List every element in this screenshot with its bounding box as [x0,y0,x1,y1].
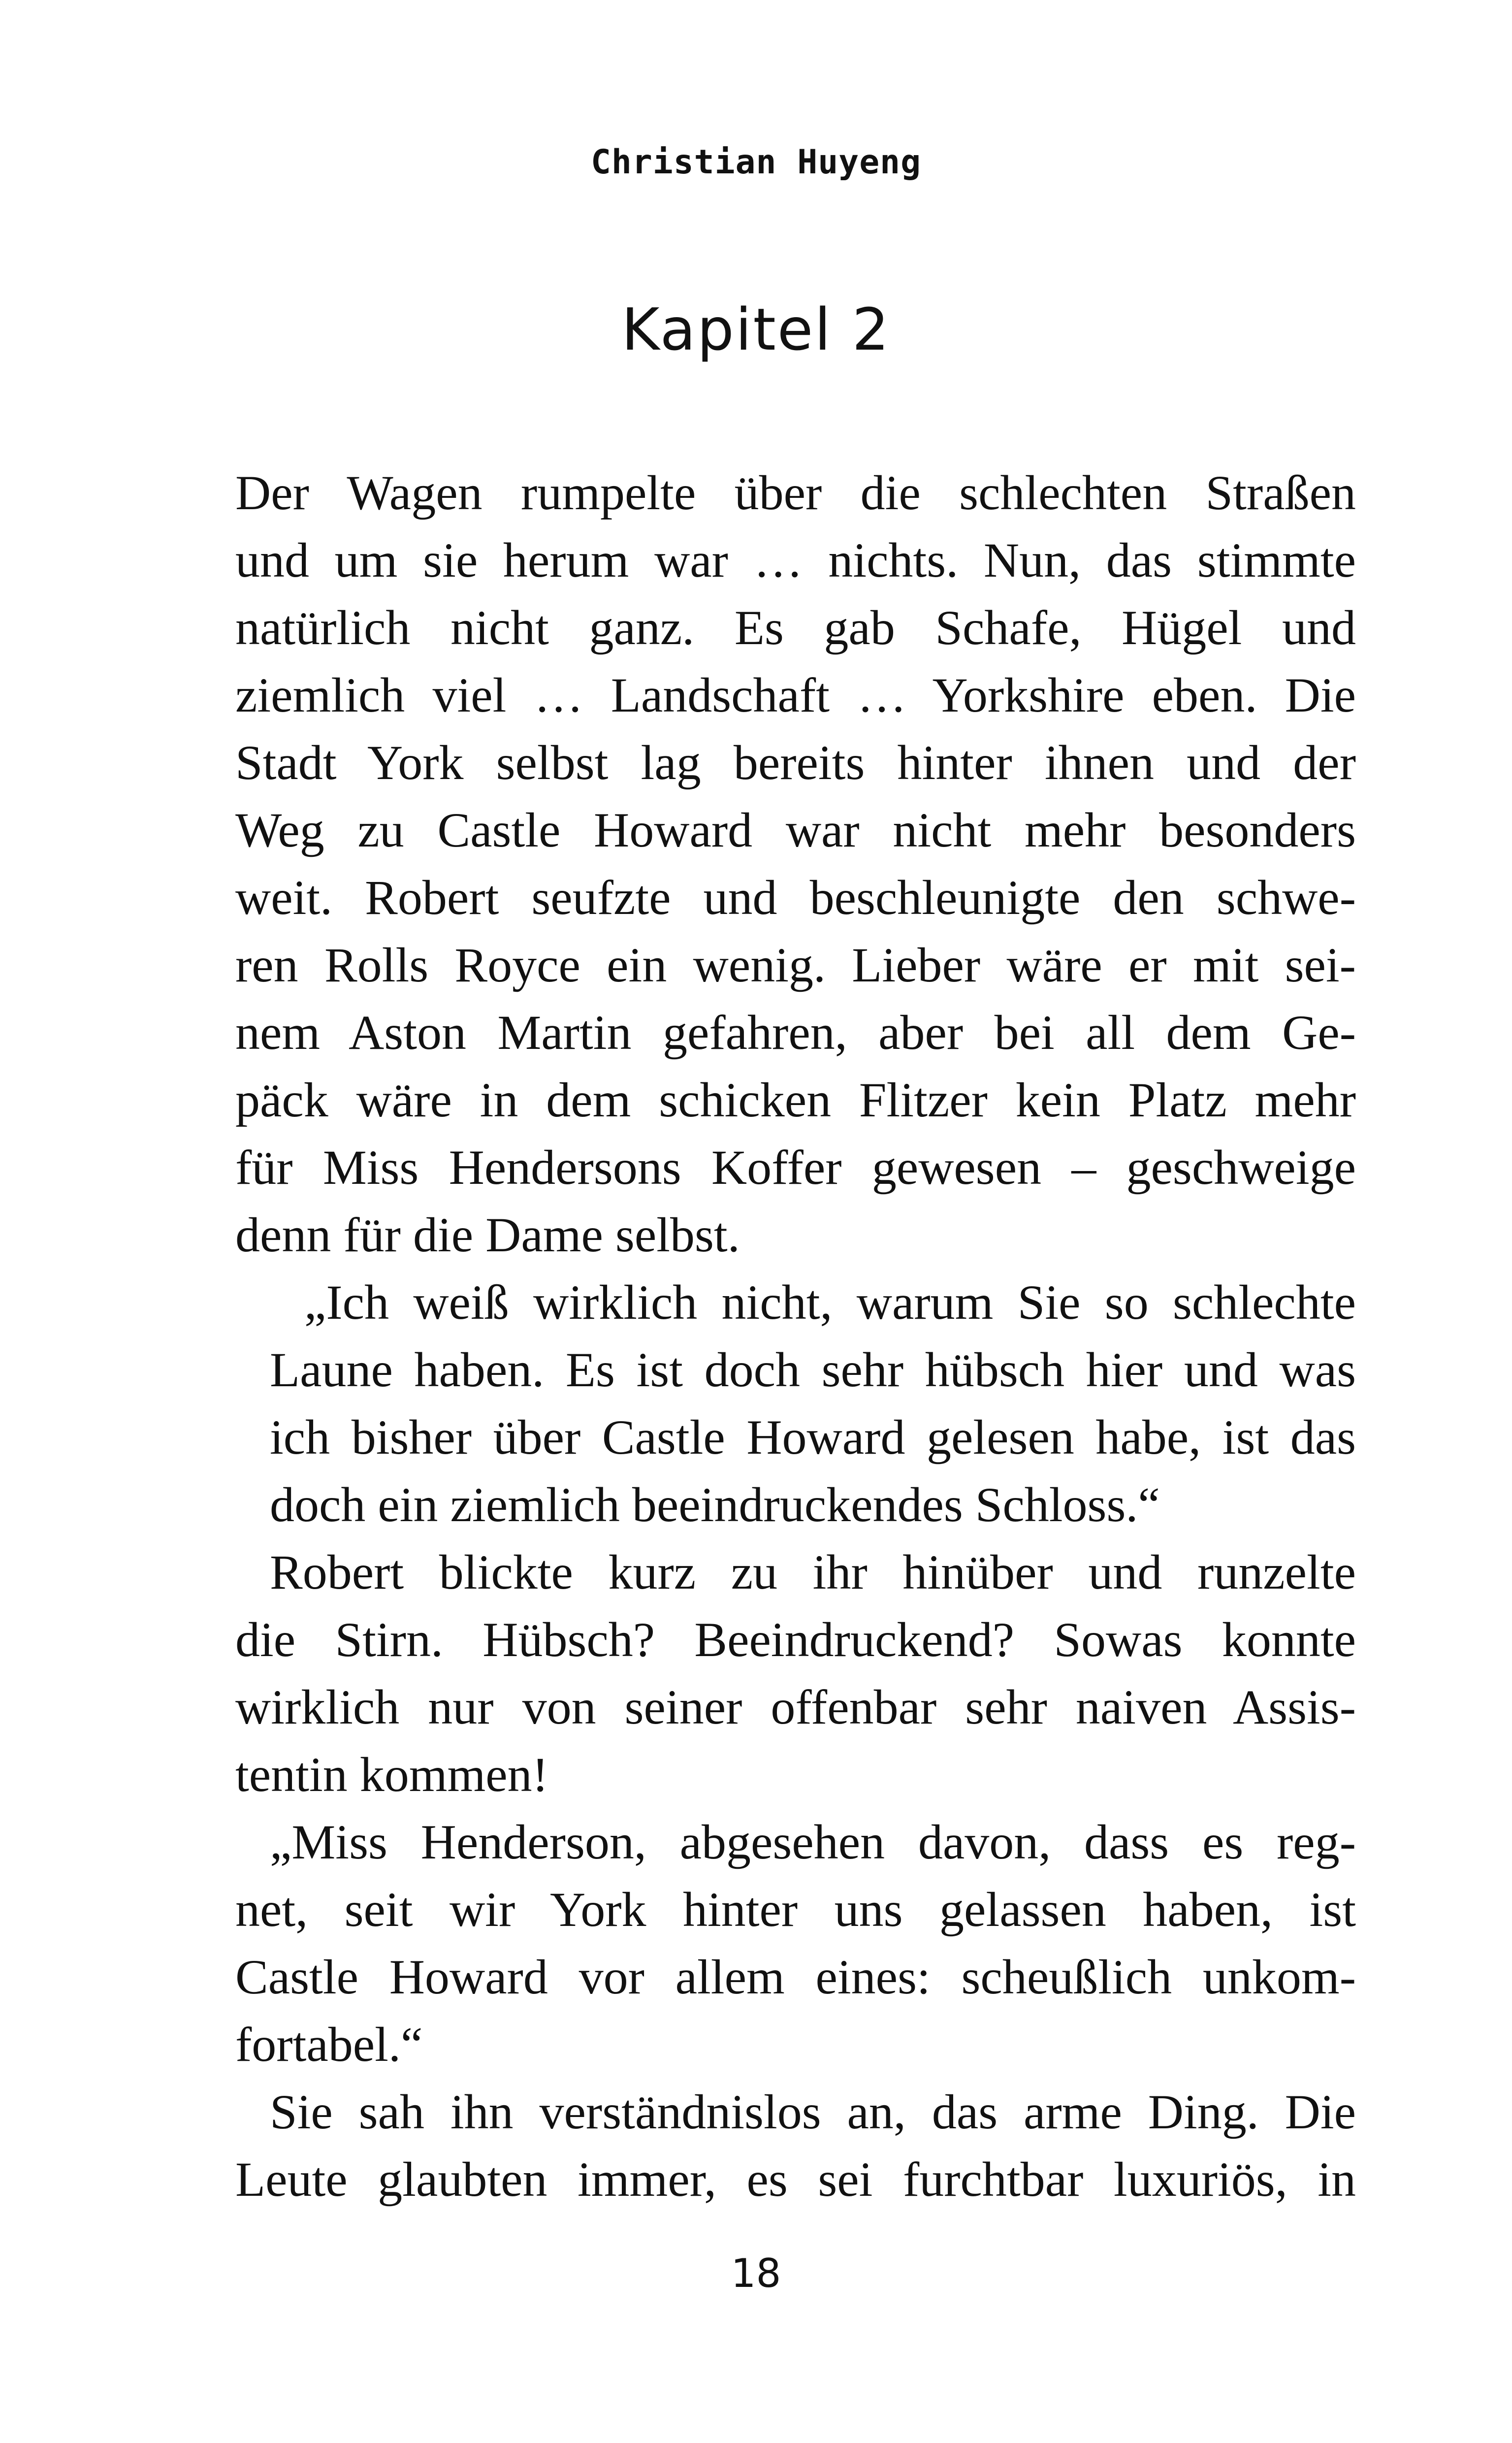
text-line: Weg zu Castle Howard war nicht mehr besonders [235,803,1356,857]
text-line: Der Wagen rumpelte über die schlechten Straßen [235,465,1356,520]
text-line: „Miss Henderson, abgesehen davon, dass es reg- [270,1815,1356,1869]
text-line: „Ich weiß wirklich nicht, warum Sie so schlechte [304,1275,1356,1330]
text-line: und um sie herum war … nichts. Nun, das stimmte [235,533,1356,587]
paragraph [235,1538,1356,1808]
paragraph [235,2078,1356,2213]
text-line: Stadt York selbst lag bereits hinter ihnen und der [235,735,1356,790]
text-line: wirklich nur von seiner offenbar sehr naiven Assis- [235,1680,1356,1734]
chapter-title: Kapitel 2 [621,295,891,363]
text-line: für Miss Hendersons Koffer gewesen – geschweige [235,1140,1356,1195]
text-line: Leute glaubten immer, es sei furchtbar luxuriös, in [235,2152,1356,2207]
paragraph [235,1808,1356,2078]
text-line: ziemlich viel … Landschaft … Yorkshire eben. Die [235,668,1356,722]
text-line: päck wäre in dem schicken Flitzer kein Platz mehr [235,1073,1356,1127]
text-line: die Stirn. Hübsch? Beeindruckend? Sowas konnte [235,1612,1356,1667]
body-text [235,459,1356,2213]
paragraph [235,459,1356,1269]
text-line: denn für die Dame selbst. [235,1207,740,1262]
text-line: weit. Robert seufzte und beschleunigte den schwe- [235,870,1356,925]
text-line: Sie sah ihn verständnislos an, das arme Ding. Die [270,2085,1356,2139]
text-line: doch ein ziemlich beeindruckendes Schloss.“ [270,1477,1160,1532]
page-number: 18 [731,2250,781,2296]
running-header-author: Christian Huyeng [590,143,922,182]
text-line: net, seit wir York hinter uns gelassen haben, ist [235,1882,1356,1937]
text-line: Robert blickte kurz zu ihr hinüber und runzelte [270,1545,1356,1599]
paragraph [235,1269,1356,1538]
text-line: fortabel.“ [235,2017,423,2072]
text-line: natürlich nicht ganz. Es gab Schafe, Hügel und [235,600,1356,655]
text-line: nem Aston Martin gefahren, aber bei all dem Ge- [235,1005,1356,1060]
text-line: tentin kommen! [235,1747,548,1802]
text-line: ren Rolls Royce ein wenig. Lieber wäre er mit sei- [235,938,1356,992]
text-line: ich bisher über Castle Howard gelesen habe, ist das [270,1410,1356,1465]
text-line: Castle Howard vor allem eines: scheußlich unkom- [235,1950,1356,2004]
text-line: Laune haben. Es ist doch sehr hübsch hier und was [270,1342,1356,1397]
